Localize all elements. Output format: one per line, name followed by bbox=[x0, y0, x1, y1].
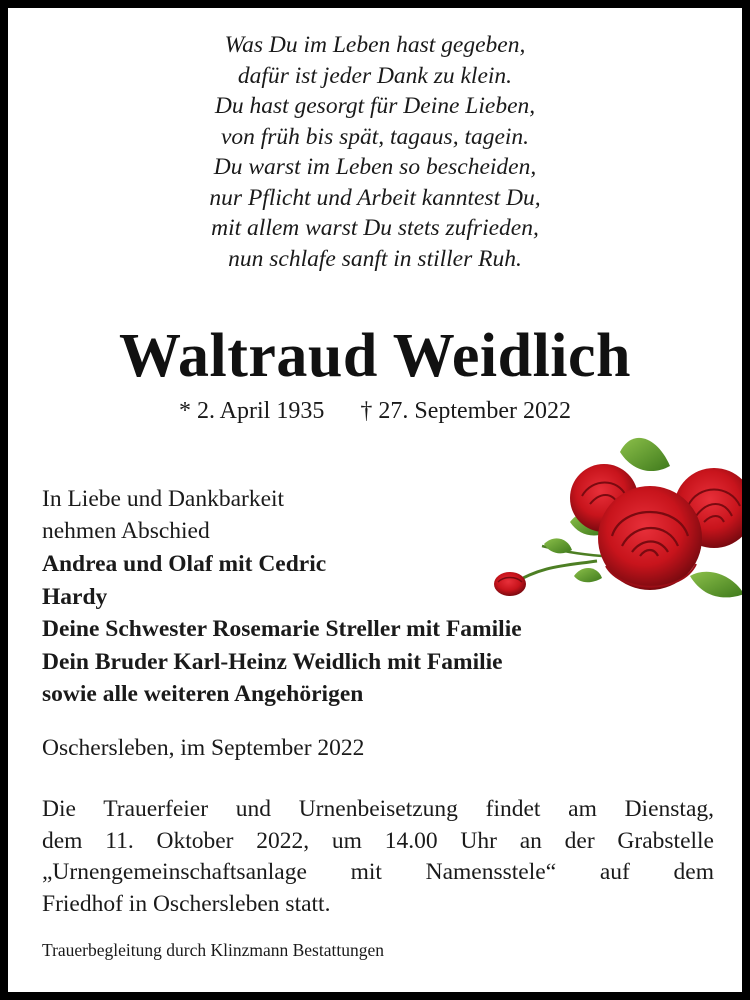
poem-line: Du hast gesorgt für Deine Lieben, bbox=[214, 93, 536, 119]
farewell-intro bbox=[42, 483, 284, 547]
intro-line: In Liebe und Dankbarkeit bbox=[42, 486, 285, 512]
poem-line: nun schlafe sanft in stiller Ruh. bbox=[228, 245, 522, 272]
poem bbox=[8, 30, 742, 274]
deceased-name: Waltraud Weidlich bbox=[118, 322, 632, 390]
mourner: Dein Bruder Karl-Heinz Weidlich mit Familie bbox=[42, 648, 503, 675]
poem-line: Was Du im Leben hast gegeben, bbox=[224, 32, 526, 58]
mourner: Andrea und Olaf mit Cedric bbox=[42, 551, 327, 577]
funeral-home-credit: Trauerbegleitung durch Klinzmann Bestattungen bbox=[42, 940, 384, 960]
poem-line: Du warst im Leben so bescheiden, bbox=[213, 154, 537, 180]
mourner: Deine Schwester Rosemarie Streller mit Familie bbox=[42, 616, 522, 642]
ceremony-line: dem 11. Oktober 2022, um 14.00 Uhr an der Grabstelle bbox=[42, 827, 714, 854]
poem-line: nur Pflicht und Arbeit kanntest Du, bbox=[209, 184, 541, 211]
intro-line: nehmen Abschied bbox=[42, 518, 210, 544]
mourner: Hardy bbox=[42, 583, 108, 610]
place-date: Oschersleben, im September 2022 bbox=[42, 735, 365, 761]
life-dates bbox=[8, 396, 742, 426]
death-date: † 27. September 2022 bbox=[360, 398, 571, 424]
ceremony-info bbox=[42, 794, 714, 920]
obituary-notice bbox=[8, 8, 742, 992]
mourners-list bbox=[42, 548, 522, 711]
birth-date: * 2. April 1935 bbox=[179, 398, 325, 424]
poem-line: von früh bis spät, tagaus, tagein. bbox=[220, 123, 530, 150]
mourner: sowie alle weiteren Angehörigen bbox=[42, 681, 364, 707]
red-roses-icon bbox=[482, 426, 742, 626]
ceremony-line: „Urnengemeinschaftsanlage mit Namensstele“ auf dem bbox=[42, 859, 714, 885]
ceremony-line: Friedhof in Oschersleben statt. bbox=[42, 890, 331, 917]
poem-line: mit allem warst Du stets zufrieden, bbox=[211, 215, 539, 241]
poem-line: dafür ist jeder Dank zu klein. bbox=[237, 62, 513, 89]
ceremony-line: Die Trauerfeier und Urnenbeisetzung findet am Dienstag, bbox=[42, 796, 714, 822]
